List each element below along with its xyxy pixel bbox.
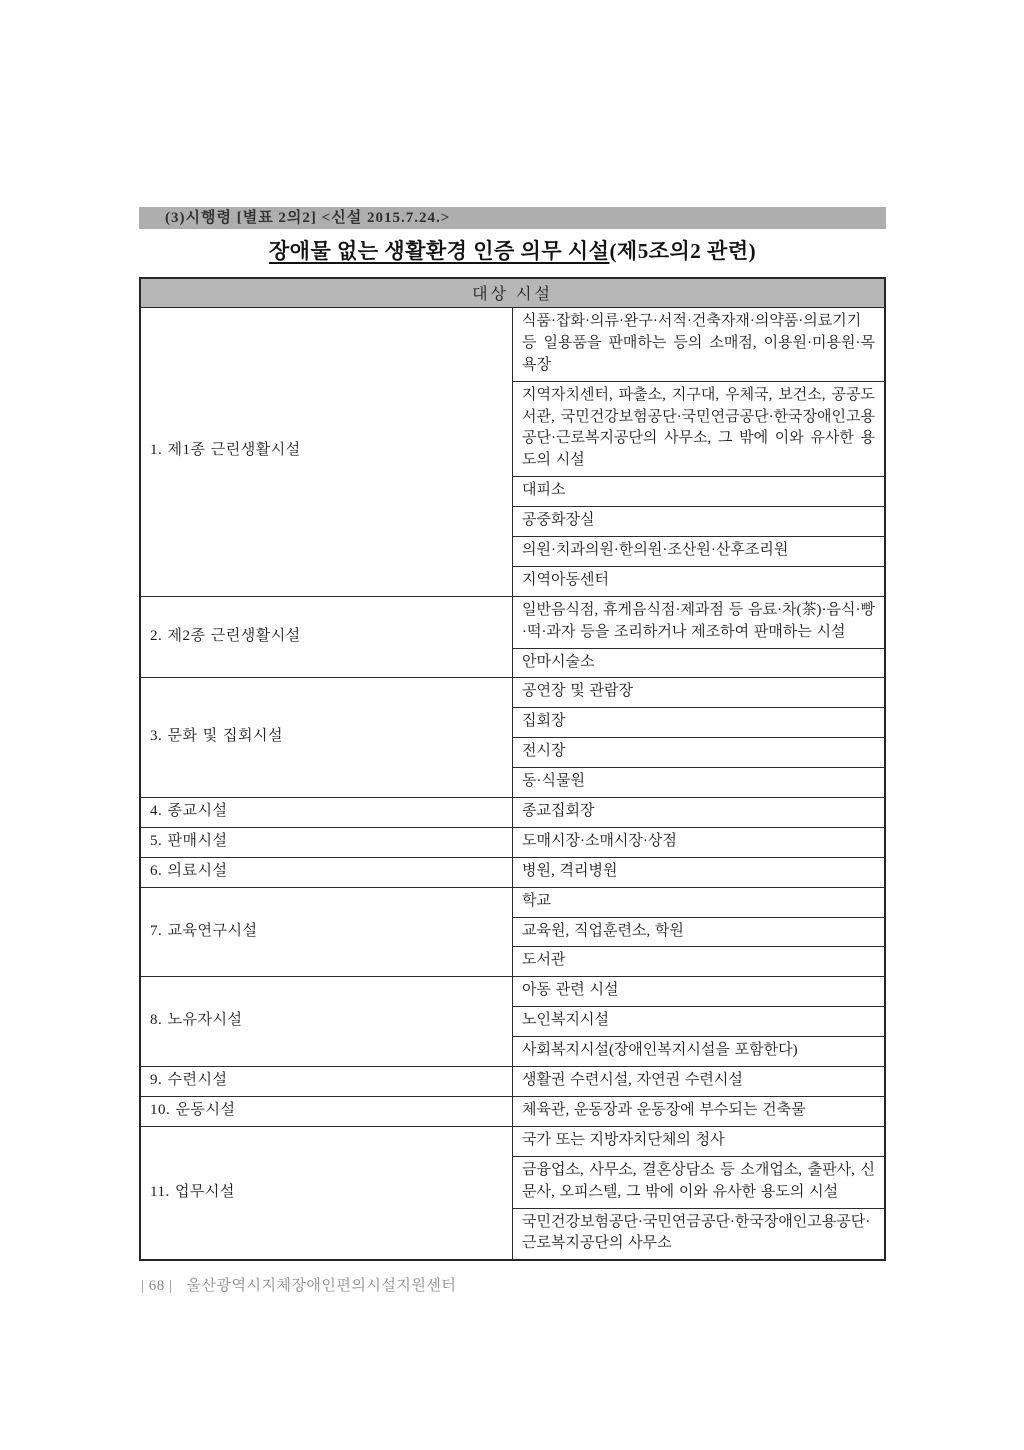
facility-cell: 식품·잡화·의류·완구·서적·건축자재·의약품·의료기기 등 일용품을 판매하는 등의 소매점, 이용원·미용원·목욕장 [513, 308, 886, 382]
section-header-text: (3)시행령 [별표 2의2] <신설 2015.7.24.> [165, 210, 451, 226]
table-row [140, 596, 885, 648]
facility-cell: 공연장 및 관람장 [513, 678, 886, 708]
facility-cell: 지역아동센터 [513, 566, 886, 596]
table-row [140, 798, 885, 828]
table-body [140, 308, 885, 1261]
facility-cell: 대피소 [513, 477, 886, 507]
category-cell: 11. 업무시설 [140, 1126, 513, 1260]
table-header-cell: 대상 시설 [140, 278, 885, 308]
table-row [140, 1067, 885, 1097]
table-row [140, 308, 885, 382]
table-row [140, 857, 885, 887]
page-title-main: 장애물 없는 생활환경 인증 의무 시설 [268, 239, 610, 263]
facility-cell: 종교집회장 [513, 798, 886, 828]
category-cell: 9. 수련시설 [140, 1067, 513, 1097]
facility-cell: 국민건강보험공단·국민연금공단·한국장애인고용공단·근로복지공단의 사무소 [513, 1208, 886, 1260]
facility-cell: 의원·치과의원·한의원·조산원·산후조리원 [513, 537, 886, 567]
document-content [139, 207, 886, 1261]
facility-cell: 도서관 [513, 947, 886, 977]
table-header-row [140, 278, 885, 308]
facility-cell: 전시장 [513, 738, 886, 768]
facility-cell: 금융업소, 사무소, 결혼상담소 등 소개업소, 출판사, 신문사, 오피스텔, 그 밖에 이와 유사한 용도의 시설 [513, 1156, 886, 1208]
category-cell: 5. 판매시설 [140, 827, 513, 857]
facility-cell: 학교 [513, 887, 886, 917]
facility-cell: 노인복지시설 [513, 1007, 886, 1037]
page-title-suffix: (제5조의2 관련) [609, 239, 757, 263]
table-row [140, 1096, 885, 1126]
category-cell: 6. 의료시설 [140, 857, 513, 887]
category-cell: 1. 제1종 근린생활시설 [140, 308, 513, 597]
table-row [140, 1126, 885, 1156]
facility-cell: 사회복지시설(장애인복지시설을 포함한다) [513, 1037, 886, 1067]
table-row [140, 887, 885, 917]
category-cell: 10. 운동시설 [140, 1096, 513, 1126]
facility-cell: 체육관, 운동장과 운동장에 부수되는 건축물 [513, 1096, 886, 1126]
table-row [140, 827, 885, 857]
facility-cell: 일반음식점, 휴게음식점·제과점 등 음료·차(茶)·음식·빵·떡·과자 등을 조리하거나 제조하여 판매하는 시설 [513, 596, 886, 648]
section-header-bar [139, 207, 886, 229]
facility-cell: 병원, 격리병원 [513, 857, 886, 887]
footer-org-name: 울산광역시지체장애인편의시설지원센터 [186, 1278, 457, 1294]
page-footer [141, 1274, 456, 1295]
page-number: | 68 | [141, 1278, 173, 1294]
facility-cell: 안마시술소 [513, 648, 886, 678]
category-cell: 7. 교육연구시설 [140, 887, 513, 977]
table-head [140, 278, 885, 308]
facility-cell: 집회장 [513, 708, 886, 738]
category-cell: 3. 문화 및 집회시설 [140, 678, 513, 798]
facility-cell: 국가 또는 지방자치단체의 청사 [513, 1126, 886, 1156]
facility-cell: 도매시장·소매시장·상점 [513, 827, 886, 857]
facility-cell: 공중화장실 [513, 507, 886, 537]
table-row [140, 977, 885, 1007]
facility-cell: 생활권 수련시설, 자연권 수련시설 [513, 1067, 886, 1097]
category-cell: 4. 종교시설 [140, 798, 513, 828]
category-cell: 8. 노유자시설 [140, 977, 513, 1067]
page-title [139, 235, 886, 265]
facility-cell: 동·식물원 [513, 768, 886, 798]
category-cell: 2. 제2종 근린생활시설 [140, 596, 513, 678]
facility-cell: 지역자치센터, 파출소, 지구대, 우체국, 보건소, 공공도서관, 국민건강보험공단·국민연금공단·한국장애인고용공단·근로복지공단의 사무소, 그 밖에 이와 유사한 용도의 시설 [513, 381, 886, 477]
target-facilities-table [139, 277, 886, 1261]
table-row [140, 678, 885, 708]
facility-cell: 아동 관련 시설 [513, 977, 886, 1007]
facility-cell: 교육원, 직업훈련소, 학원 [513, 917, 886, 947]
